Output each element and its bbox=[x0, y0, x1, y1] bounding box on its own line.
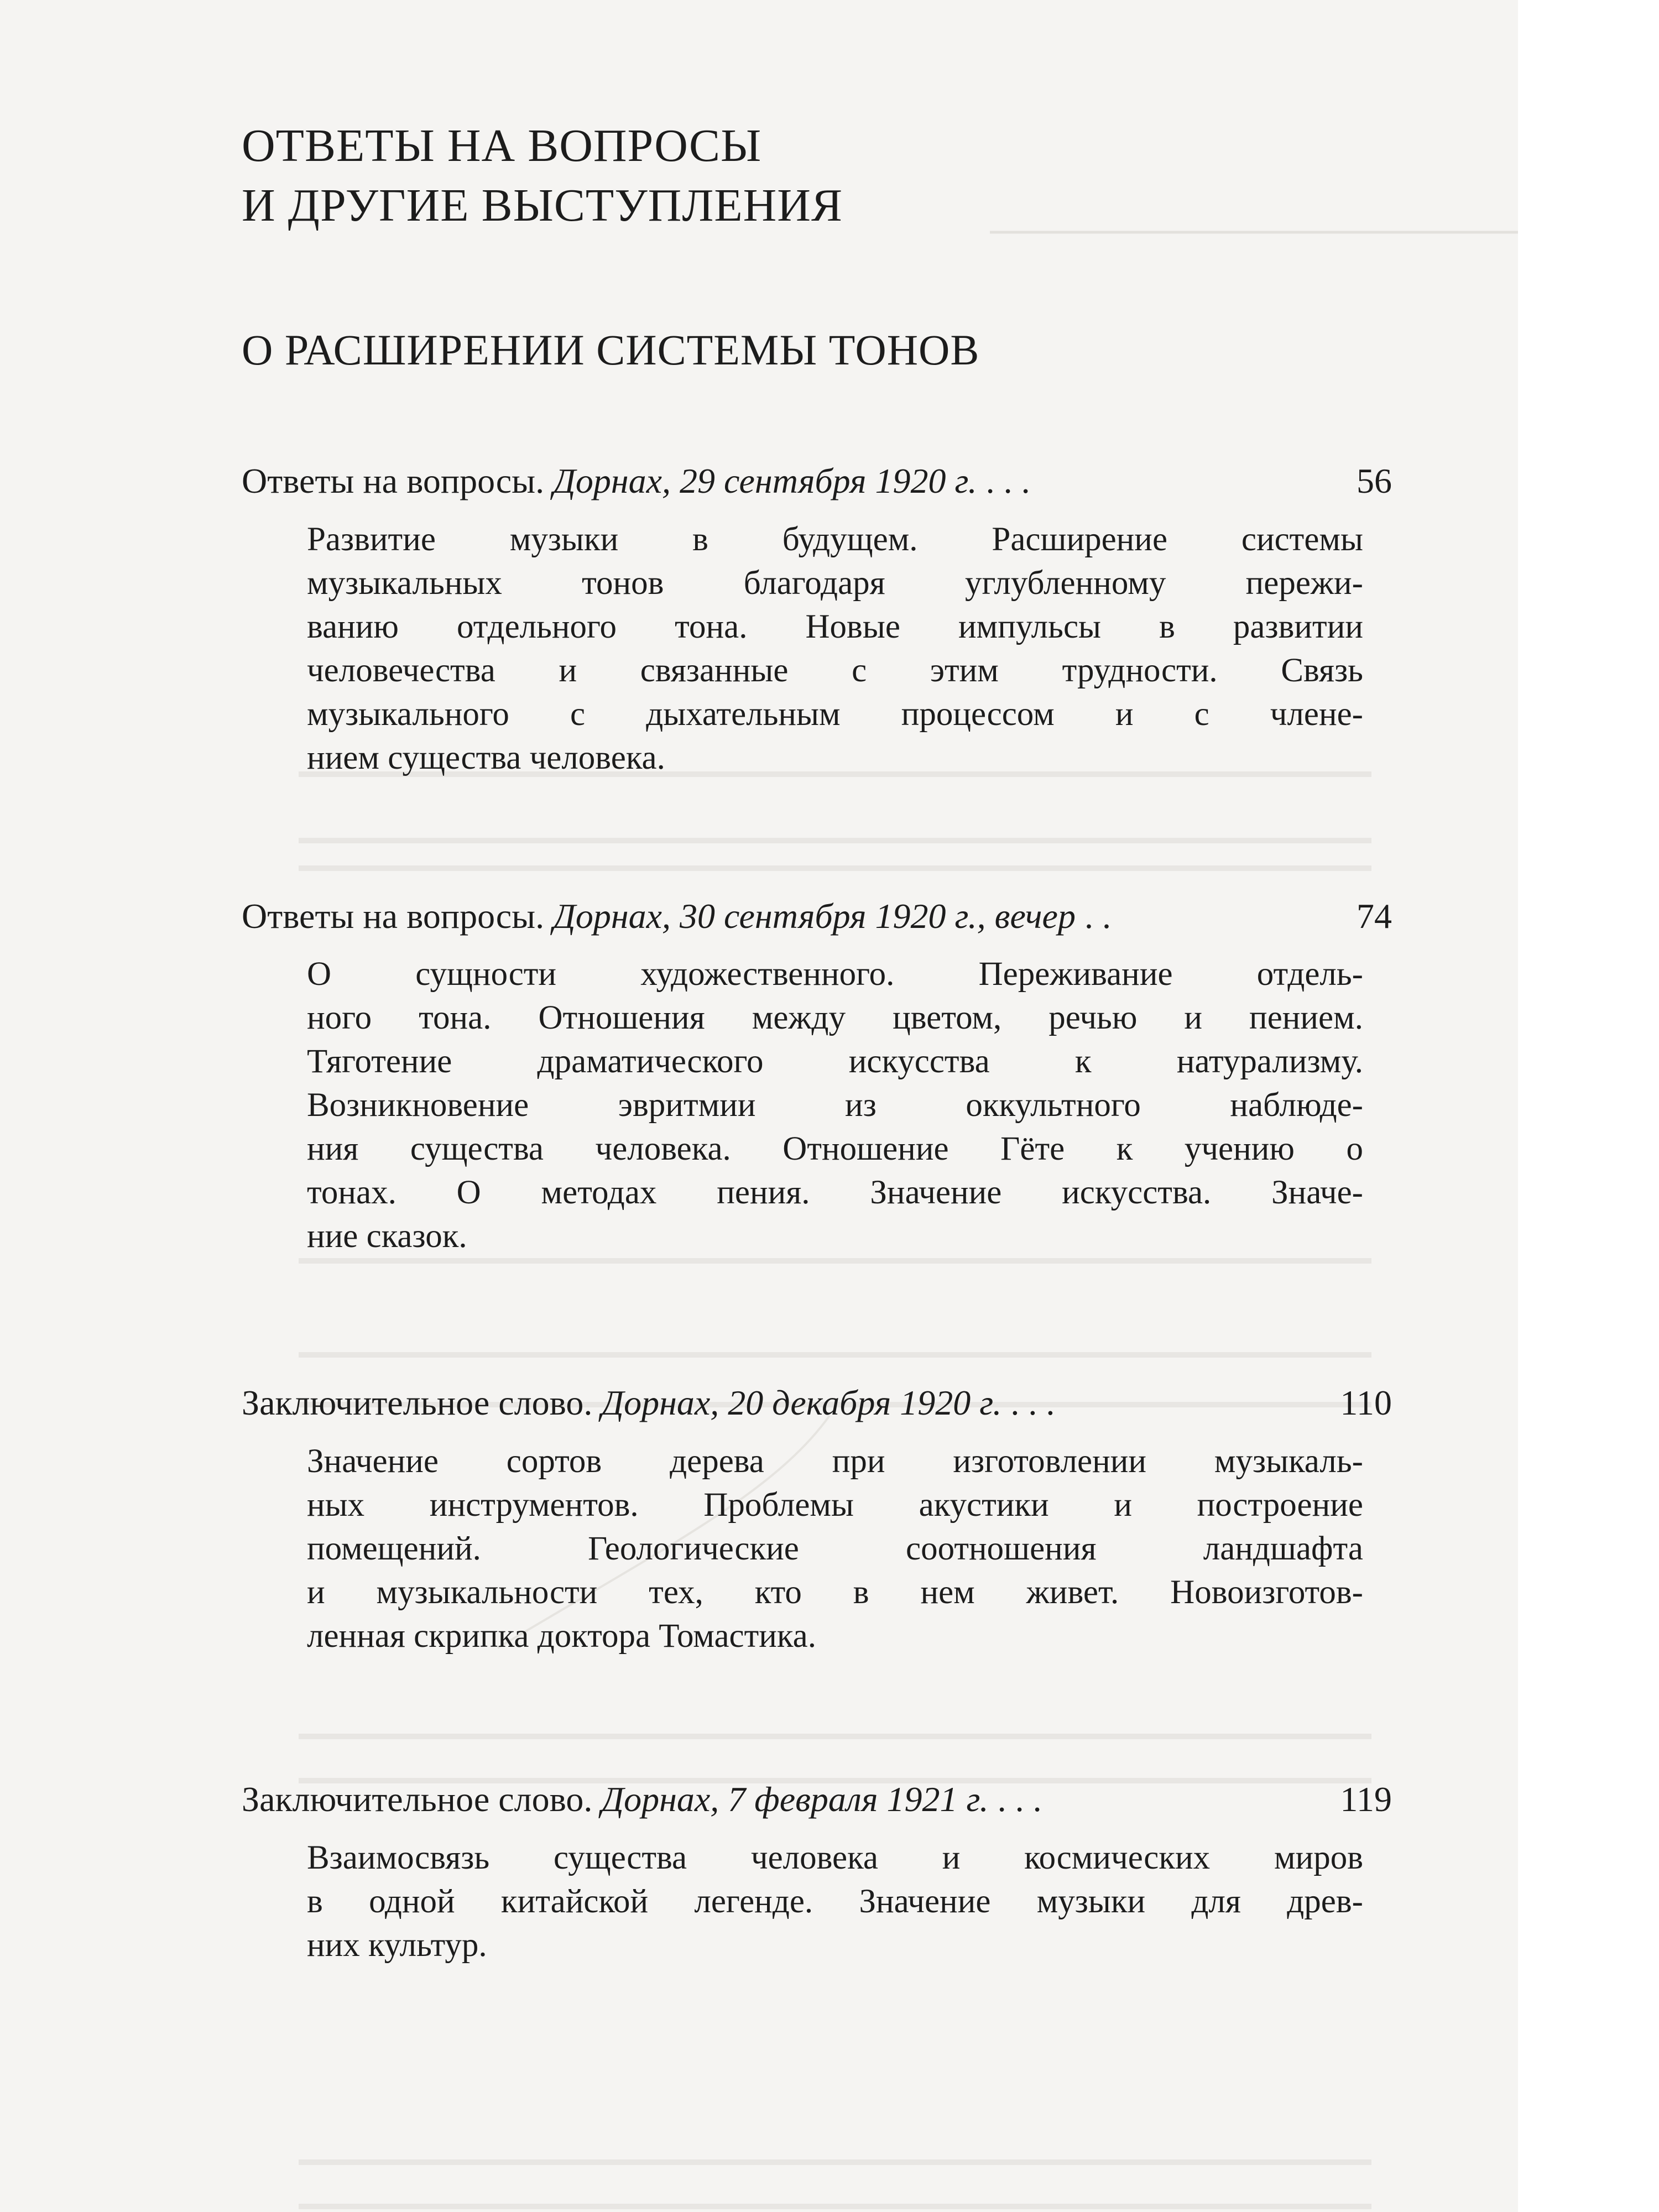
entry-page-number: 119 bbox=[1340, 1780, 1392, 1819]
entry-leader-dots: . . . bbox=[985, 461, 1030, 500]
entry-description-3 bbox=[307, 1444, 1363, 1663]
description-line: ванию отдельного тона. Новые импульсы в развитии bbox=[307, 608, 1363, 645]
description-line: Взаимосвязь существа человека и космических миров bbox=[307, 1839, 1363, 1876]
toc-entry-1[interactable] bbox=[242, 463, 1392, 508]
description-line: ленная скрипка доктора Томастика. bbox=[307, 1618, 816, 1655]
section-title-line-1: ОТВЕТЫ НА ВОПРОСЫ bbox=[242, 120, 762, 171]
description-line: Значение сортов дерева при изготовлении музыкаль- bbox=[307, 1443, 1363, 1480]
description-line: помещений. Геологические соотношения ландшафта bbox=[307, 1530, 1363, 1567]
section-subtitle: О РАСШИРЕНИИ СИСТЕМЫ ТОНОВ bbox=[242, 326, 980, 374]
entry-place-date: Дорнах, 7 февраля 1921 г. bbox=[601, 1780, 989, 1819]
entry-description-1 bbox=[307, 523, 1363, 785]
description-line: Развитие музыки в будущем. Расширение системы bbox=[307, 521, 1363, 558]
entry-place-date: Дорнах, 20 декабря 1920 г. bbox=[601, 1383, 1002, 1422]
description-line: музыкальных тонов благодаря углубленному пережи- bbox=[307, 565, 1363, 602]
description-line: тонах. О методах пения. Значение искусства. Значе- bbox=[307, 1174, 1363, 1211]
description-line: О сущности художественного. Переживание отдель- bbox=[307, 956, 1363, 993]
description-line: музыкального с дыхательным процессом и с члене- bbox=[307, 696, 1363, 733]
description-line: Возникновение эвритмии из оккультного наблюде- bbox=[307, 1087, 1363, 1124]
page-margin bbox=[1518, 0, 1659, 2212]
entry-leader-dots: . . . bbox=[997, 1780, 1042, 1819]
description-line: них культур. bbox=[307, 1927, 487, 1964]
entry-place-date: Дорнах, 29 сентября 1920 г. bbox=[553, 461, 977, 500]
entry-leader-dots: . . . bbox=[1010, 1383, 1055, 1422]
toc-entry-4[interactable] bbox=[242, 1782, 1392, 1826]
entry-description-2 bbox=[307, 957, 1363, 1263]
description-line: ния существа человека. Отношение Гёте к учению о bbox=[307, 1130, 1363, 1167]
description-line: нием существа человека. bbox=[307, 739, 665, 776]
description-line: Тяготение драматического искусства к натурализму. bbox=[307, 1043, 1363, 1080]
entry-page-number: 110 bbox=[1340, 1383, 1392, 1422]
description-line: в одной китайской легенде. Значение музыки для древ- bbox=[307, 1883, 1363, 1920]
entry-place-date: Дорнах, 30 сентября 1920 г., вечер bbox=[553, 896, 1076, 936]
section-title-line-2: И ДРУГИЕ ВЫСТУПЛЕНИЯ bbox=[242, 180, 843, 231]
toc-entry-3[interactable] bbox=[242, 1385, 1392, 1430]
entry-title: Ответы на вопросы. bbox=[242, 461, 545, 500]
description-line: ние сказок. bbox=[307, 1218, 467, 1255]
description-line: человечества и связанные с этим трудности. Связь bbox=[307, 652, 1363, 689]
entry-title: Ответы на вопросы. bbox=[242, 896, 545, 936]
description-line: и музыкальности тех, кто в нем живет. Новоизготов- bbox=[307, 1574, 1363, 1611]
entry-description-4 bbox=[307, 1841, 1363, 1972]
description-line: ного тона. Отношения между цветом, речью и пением. bbox=[307, 999, 1363, 1036]
entry-title: Заключительное слово. bbox=[242, 1383, 593, 1422]
entry-page-number: 56 bbox=[1357, 461, 1392, 500]
entry-title: Заключительное слово. bbox=[242, 1780, 593, 1819]
description-line: ных инструментов. Проблемы акустики и построение bbox=[307, 1486, 1363, 1524]
toc-entry-2[interactable] bbox=[242, 896, 1392, 943]
entry-leader-dots: . . bbox=[1084, 896, 1111, 936]
entry-page-number: 74 bbox=[1357, 896, 1392, 936]
